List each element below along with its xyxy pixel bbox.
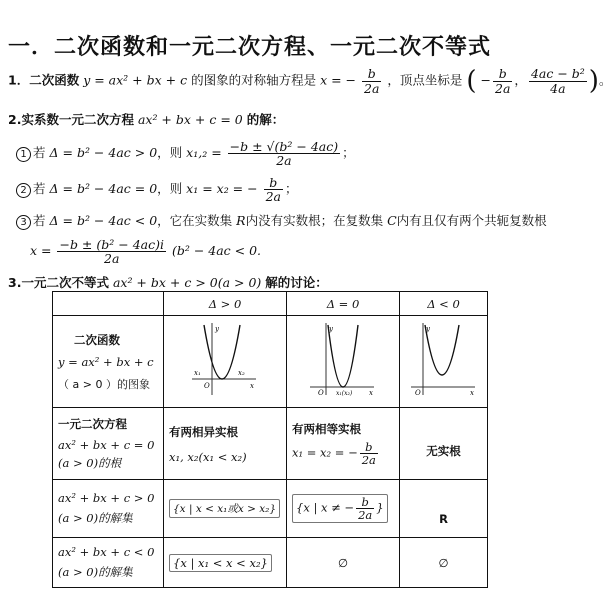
case-2-marker: 2 — [16, 183, 31, 198]
graph-one-root — [287, 316, 400, 408]
s3-tail: 解的讨论： — [265, 275, 328, 290]
s1-vertex-x — [493, 67, 512, 94]
table-row-roots — [53, 408, 488, 480]
section-1: 1．二次函数 y = ax² + bx + c 的图象的对称轴方程是 x = − $\frac{b}{2a}$ ，顶点坐标是 ( − $\frac{b}{2a}$ ， $\frac{\text{4ac − b²}}{4a}$ )。 — [8, 66, 611, 96]
s1-axis-lhs: x = − — [320, 72, 357, 88]
g1-x-label: x — [250, 382, 254, 390]
header-delta-positive: Δ > 0 — [164, 292, 287, 316]
case-3-marker: 3 — [16, 215, 31, 230]
case-3-text3: 内有且仅有两个共轭复数根 — [396, 213, 547, 228]
s1-axis-fraction — [362, 67, 381, 94]
case-3-complex-set: C — [387, 213, 397, 228]
roots-equal-lhs: x₁ = x₂ = − — [292, 445, 358, 460]
table-row-gt-zero — [53, 480, 488, 538]
g2-origin-label: O — [318, 389, 324, 397]
parabola-one-root-graph — [308, 321, 378, 399]
row-gt-cond: (a > 0)的解集 — [58, 511, 133, 525]
s1-open-paren: ( — [466, 66, 477, 96]
row-gt-label — [53, 480, 164, 538]
section-3 — [8, 273, 328, 291]
table-corner-cell — [53, 292, 164, 316]
section-3-label: 3.一元二次不等式 — [8, 275, 109, 290]
case-1-marker: 1 — [16, 147, 31, 162]
row-graph-eq: y = ax² + bx + c — [58, 354, 154, 369]
gt-solution-one-root-value — [292, 494, 388, 523]
roots-equal-fraction — [360, 441, 378, 466]
case-1 — [16, 140, 355, 167]
s1-axis-den: 2a — [364, 80, 380, 96]
discussion-table — [52, 291, 488, 588]
gt-solution-two-roots — [164, 480, 287, 538]
roots-equal-den: 2a — [361, 453, 376, 467]
case-3-fraction — [57, 238, 166, 265]
gt-one-root-pre: {x | x ≠ − — [296, 500, 355, 515]
lt-solution-no-root — [400, 538, 488, 588]
g2-root-label: x₁(x₂) — [336, 390, 353, 397]
case-2 — [16, 176, 298, 203]
row-roots-title: 一元二次方程 — [58, 417, 127, 431]
case-3-formula — [30, 238, 261, 265]
s1-end: 。 — [598, 72, 611, 88]
case-3 — [16, 211, 547, 230]
s1-axis-num: b — [362, 67, 381, 81]
section-2-label: 2.实系数一元二次方程 — [8, 112, 134, 127]
case-3-text1: ，它在实数集 — [157, 213, 233, 228]
table-row-lt-zero — [53, 538, 488, 588]
s2-tail: 的解： — [246, 112, 285, 127]
g1-y-label: y — [215, 325, 219, 333]
case-3-if: 若 — [33, 213, 46, 228]
roots-two-distinct-title: 有两相异实根 — [169, 424, 238, 439]
lt-solution-one-root — [287, 538, 400, 588]
lt-solution-one-root-value: ∅ — [337, 555, 349, 570]
s1-mid-text: 的图象的对称轴方程是 — [191, 72, 317, 88]
row-lt-cond: (a > 0)的解集 — [58, 565, 133, 579]
s1-vertex-x-den: 2a — [495, 80, 511, 96]
roots-two-equal-title: 有两相等实根 — [292, 421, 361, 436]
table-header-row — [53, 292, 488, 316]
lt-solution-two-roots — [164, 538, 287, 588]
row-graph-title: 二次函数 — [74, 332, 120, 347]
case-1-end: ； — [342, 145, 355, 161]
case-1-lhs: x₁,₂ = — [186, 145, 222, 161]
row-graph-cond: （ a > 0 ）的图象 — [58, 377, 150, 391]
s1-comma: ， — [514, 72, 527, 88]
g3-y-label: y — [425, 325, 430, 333]
row-roots-eq: ax² + bx + c = 0 — [58, 438, 155, 452]
header-delta-negative: Δ < 0 — [400, 292, 488, 316]
s1-vertex-y-num: 4ac − b² — [530, 66, 585, 82]
roots-two-distinct-value: x₁, x₂(x₁ < x₂) — [169, 449, 247, 464]
header-delta-zero: Δ = 0 — [287, 292, 400, 316]
row-lt-label — [53, 538, 164, 588]
row-graph-label — [53, 316, 164, 408]
row-roots-label — [53, 408, 164, 480]
case-2-condition: Δ = b² − 4ac = 0 — [49, 181, 158, 197]
case-1-if: 若 — [33, 145, 46, 161]
gt-solution-one-root — [287, 480, 400, 538]
case-3-num: −b ± (b² − 4ac)i — [59, 237, 164, 252]
case-1-fraction — [228, 140, 340, 167]
lt-solution-no-root-value: ∅ — [438, 555, 449, 570]
case-2-num: b — [264, 176, 283, 190]
parabola-two-roots-graph — [190, 321, 260, 399]
s2-eq: ax² + bx + c = 0 — [137, 112, 243, 127]
g1-x1-label: x₁ — [194, 369, 201, 377]
case-3-den: 2a — [104, 251, 120, 267]
graph-two-roots — [164, 316, 287, 408]
gt-one-root-post: } — [376, 500, 384, 515]
g3-x-label: x — [469, 389, 474, 397]
s1-vertex-x-num: b — [493, 67, 512, 81]
case-1-num: −b ± √(b² − 4ac) — [229, 139, 339, 154]
case-1-condition: Δ = b² − 4ac > 0 — [49, 145, 158, 161]
table-row-graph — [53, 316, 488, 408]
case-3-text2: 内没有实数根；在复数集 — [245, 213, 384, 228]
s3-eq: ax² + bx + c > 0(a > 0) — [112, 275, 262, 290]
s1-vertex-text: ，顶点坐标是 — [387, 72, 463, 88]
roots-two-equal-value — [292, 441, 394, 466]
gt-solution-no-root — [400, 480, 488, 538]
case-2-end: ； — [285, 181, 298, 197]
case-2-if: 若 — [33, 181, 46, 197]
roots-two-equal — [287, 408, 400, 480]
row-roots-cond: (a > 0)的根 — [58, 456, 122, 470]
g3-origin-label: O — [414, 389, 421, 397]
g2-y-label: y — [329, 325, 333, 333]
gt-solution-two-roots-value: {x | x < x₁或x > x₂} — [169, 499, 280, 518]
g1-x2-label: x₂ — [238, 369, 245, 377]
s1-vertex-y-den: 4a — [550, 80, 566, 96]
roots-none-text: 无实根 — [426, 443, 461, 458]
page-title: 一．二次函数和一元二次方程、一元二次不等式 — [8, 35, 492, 60]
row-gt-eq: ax² + bx + c > 0 — [58, 491, 155, 505]
s1-vertex-y — [529, 67, 587, 94]
row-lt-eq: ax² + bx + c < 0 — [58, 545, 155, 559]
case-1-den: 2a — [276, 153, 292, 169]
s1-function-eq: y = ax² + bx + c — [83, 72, 188, 88]
case-1-then: ，则 — [157, 145, 183, 161]
roots-two-distinct — [164, 408, 287, 480]
case-3-condition: Δ = b² − 4ac < 0 — [49, 213, 158, 228]
g2-x-label: x — [369, 389, 373, 397]
gt-one-root-num: b — [356, 496, 374, 509]
roots-equal-num: b — [360, 441, 378, 454]
gt-one-root-den: 2a — [358, 508, 373, 522]
parabola-no-root-graph — [409, 321, 479, 399]
s1-close-paren: ) — [588, 66, 599, 96]
section-2 — [8, 110, 284, 128]
case-3-real-set: R — [236, 213, 246, 228]
case-2-fraction — [264, 176, 283, 203]
gt-solution-no-root-value: R — [439, 511, 448, 526]
case-2-lhs: x₁ = x₂ = − — [186, 181, 258, 197]
gt-one-root-fraction — [356, 496, 374, 521]
graph-no-root — [400, 316, 488, 408]
lt-solution-two-roots-value: {x | x₁ < x < x₂} — [169, 554, 272, 572]
roots-none — [400, 408, 488, 480]
section-1-label: 1．二次函数 — [8, 72, 80, 88]
case-3-tail: (b² − 4ac < 0. — [171, 243, 262, 259]
case-2-then: ，则 — [157, 181, 183, 197]
case-2-den: 2a — [265, 189, 281, 205]
case-3-lhs: x = — [30, 243, 52, 259]
g1-origin-label: O — [204, 382, 210, 390]
